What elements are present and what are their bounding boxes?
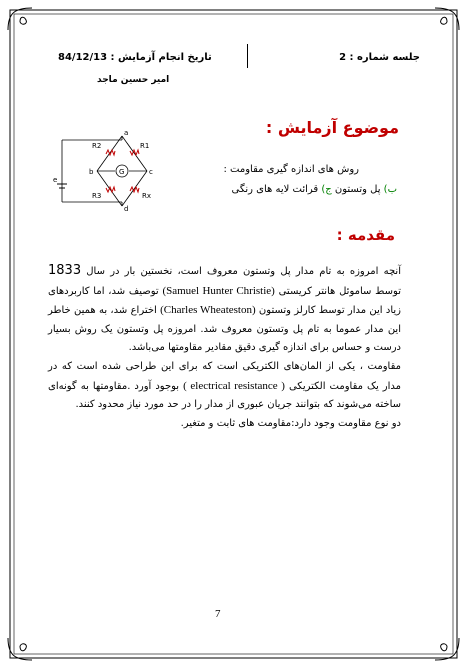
r3-label: R3 bbox=[92, 192, 102, 200]
node-d-label: d bbox=[124, 205, 129, 212]
emf-label: e bbox=[53, 176, 58, 184]
node-c-label: c bbox=[149, 168, 153, 176]
page-number: 7 bbox=[215, 608, 221, 620]
galvanometer-label: G bbox=[119, 168, 125, 176]
intro-paragraph-2: مقاومت ، یکی از المان‌های الکتریکی است که برای این طراحی شده است که در مدار یک مقاومت الکتریکی ( electrical resistance ) بوجود آورد .مقاومتها به گونه‌ای ساخته می‌شوند که بتوانند جریان عبوری از مدار را در حد مورد نیاز محدود کنند. bbox=[48, 360, 402, 411]
option-c-marker: ج) bbox=[321, 184, 332, 195]
wheatstone-bridge-diagram bbox=[52, 130, 162, 212]
option-b-text: پل وتستون bbox=[331, 184, 384, 195]
electrical-resistance-term: ( electrical resistance ) bbox=[183, 379, 285, 392]
intro-body bbox=[48, 262, 401, 433]
option-b-marker: ب) bbox=[383, 184, 397, 195]
intro-paragraph-3: دو نوع مقاومت وجود دارد:مقاومت های ثابت و متغیر. bbox=[180, 417, 401, 429]
method-options bbox=[232, 184, 398, 195]
header-separator bbox=[247, 44, 248, 68]
r1-label: R1 bbox=[140, 142, 150, 150]
node-a-label: a bbox=[124, 130, 129, 137]
rx-label: Rx bbox=[142, 192, 152, 200]
option-c-text: قرائت لایه های رنگی bbox=[231, 184, 322, 195]
r2-label: R2 bbox=[92, 142, 102, 150]
year-1833: 1833 bbox=[48, 263, 82, 278]
christie-name: (Samuel Hunter Christie) bbox=[162, 284, 275, 297]
session-number: جلسه شماره : 2 bbox=[339, 52, 420, 63]
intro-paragraph-1: آنچه امروزه به تام مدار پل وتستون معروف است، نخستین بار در سال 1833 توسط ساموئل هانتر کریستی (Samuel Hunter Christie) توصیف شد، اما کاربردهای زیاد این مدار توسط کارلز وتستون (Charles Wheateston) اختراع شد، به همین خاطر این مدار عموما به تام پل وتستون معروف شد. امروزه پل وتستون یک روش بسیار درست و حساس برای اندازه گیری دقیق مقادیر مقاومتها می‌باشد. bbox=[48, 263, 401, 354]
topic-heading: موضوع آزمایش : bbox=[265, 118, 399, 137]
measurement-methods: روش های اندازه گیری مقاومت : bbox=[223, 164, 359, 175]
intro-heading: مقدمه : bbox=[336, 226, 395, 244]
node-b-label: b bbox=[89, 168, 94, 176]
wheatstone-name: (Charles Wheateston) bbox=[160, 304, 256, 317]
experiment-date: تاریخ انجام آزمایش : 84/12/13 bbox=[58, 52, 212, 63]
author-name: امیر حسین ماجد bbox=[97, 75, 170, 85]
